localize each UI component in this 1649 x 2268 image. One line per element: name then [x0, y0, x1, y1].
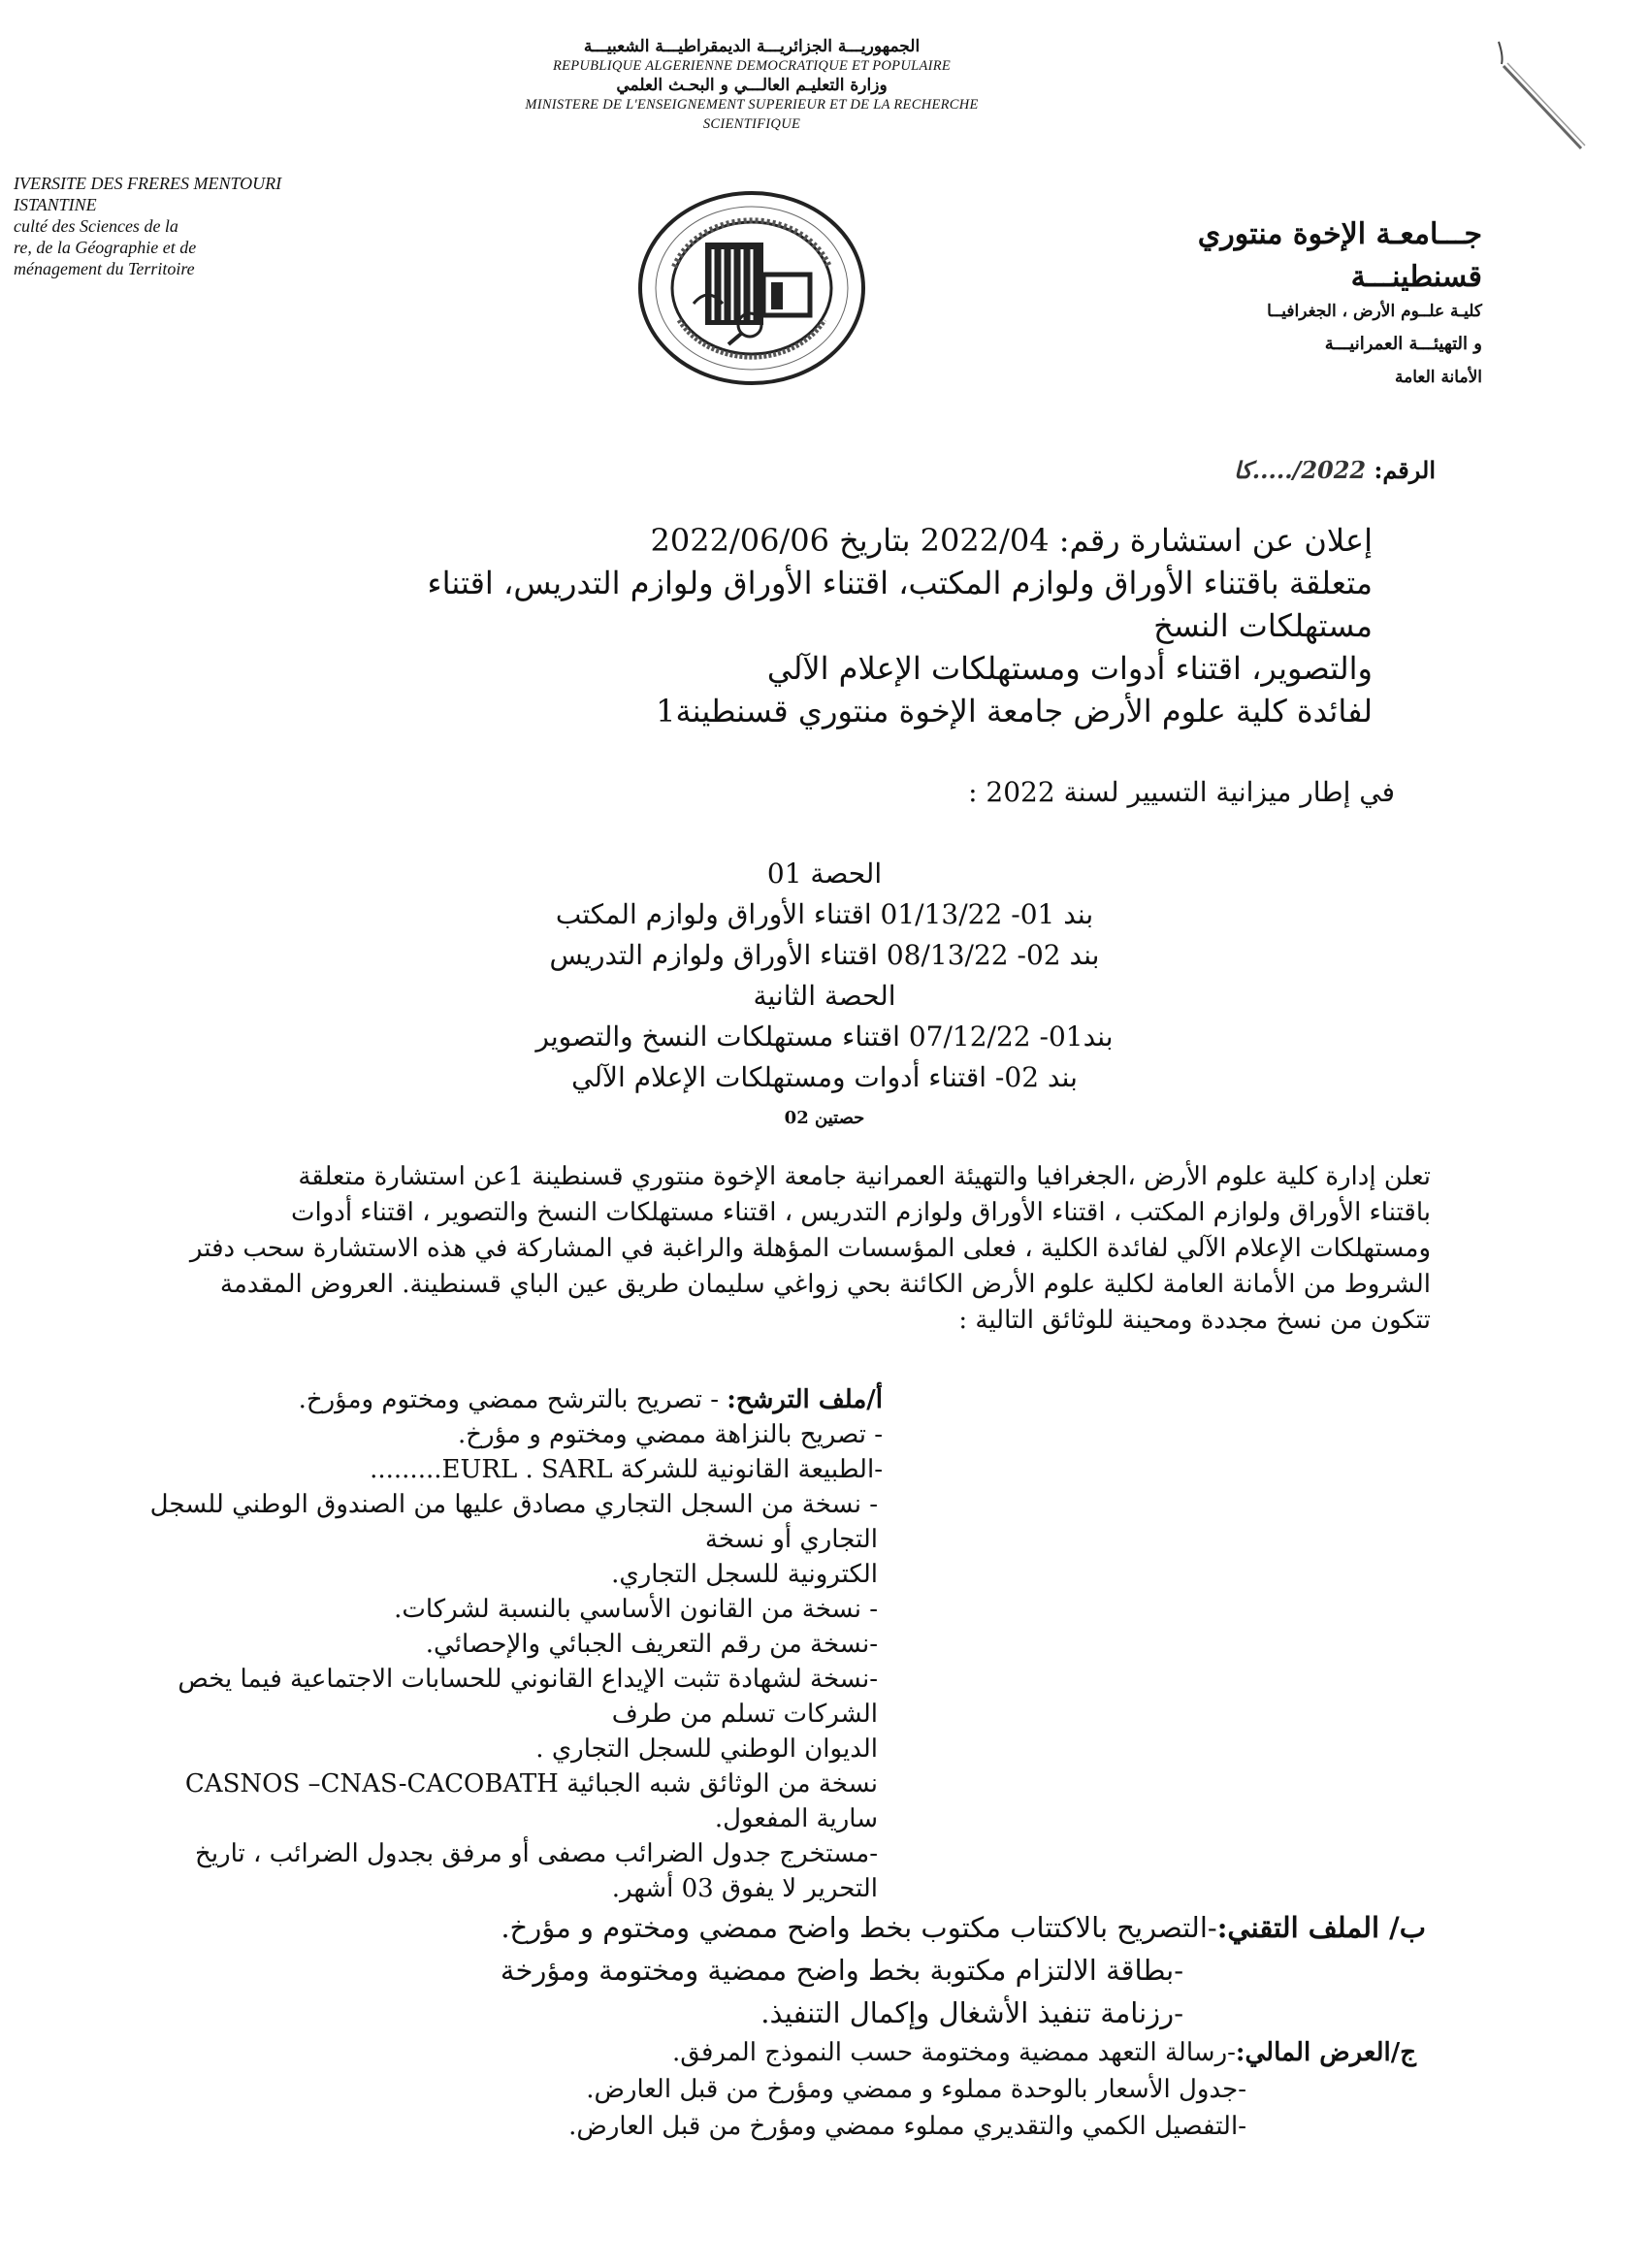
- application-item-cont: الديوان الوطني للسجل التجاري .: [535, 1734, 878, 1764]
- financial-item: -رسالة التعهد ممضية ومختومة حسب النموذج المرفق.: [672, 2038, 1236, 2067]
- technical-item: -التصريح بالاكتتاب مكتوب بخط واضح ممضي ومختوم و مؤرخ.: [501, 1911, 1217, 1944]
- financial-offer-heading: ج/العرض المالي:: [1235, 2038, 1416, 2067]
- technical-item: -رزنامة تنفيذ الأشغال وإكمال التنفيذ.: [760, 1996, 1183, 2029]
- university-name-ar: جـــامعـة الإخوة منتوري: [1197, 217, 1482, 251]
- document-header: [369, 37, 1135, 134]
- application-file-row: [116, 1382, 1426, 1417]
- application-file-heading: أ/ملف الترشح:: [727, 1385, 883, 1414]
- ministry-fr: MINISTERE DE L'ENSEIGNEMENT SUPERIEUR ET DE LA RECHERCHE: [525, 97, 979, 113]
- requirements-list: [116, 1382, 1426, 2145]
- university-fr-line: ISTANTINE: [14, 195, 97, 214]
- financial-item: -جدول الأسعار بالوحدة مملوء و ممضي ومؤرخ من قبل العارض.: [586, 2075, 1246, 2104]
- application-item: -مستخرج جدول الضرائب مصفى أو مرفق بجدول الضرائب ، تاريخ التحرير لا يفوق 03 أشهر.: [195, 1839, 878, 1903]
- application-item: - تصريح بالنزاهة ممضي ومختوم و مؤرخ.: [457, 1420, 883, 1449]
- application-item: - نسخة من القانون الأساسي بالنسبة لشركات.: [394, 1595, 878, 1624]
- body-line: تتكون من نسخ مجددة ومحينة للوثائق التالية :: [958, 1306, 1431, 1335]
- body-line: تعلن إدارة كلية علوم الأرض ،الجغرافيا والتهيئة العمرانية جامعة الإخوة منتوري قسنطينة 1عن استشارة متعلقة: [298, 1162, 1431, 1191]
- university-seal-icon: [635, 189, 868, 388]
- university-fr-line: ménagement du Territoire: [14, 259, 195, 278]
- body-line: ومستهلكات الإعلام الآلي لفائدة الكلية ، فعلى المؤسسات المؤهلة والراغبة في المشاركة في هذه الاستشارة سحب دفتر: [189, 1234, 1431, 1263]
- ministry-ar: وزارة التعليـم العالـــي و البحـث العلمي: [616, 76, 888, 95]
- lot-title: الحصة 01: [766, 858, 883, 890]
- faculty-ar-2: و التهيئـــة العمرانيـــة: [1324, 334, 1482, 354]
- university-fr-line: IVERSITE DES FRERES MENTOURI: [14, 174, 282, 193]
- budget-line: في إطار ميزانية التسيير لسنة 2022 :: [968, 776, 1395, 808]
- application-item: -نسخة من رقم التعريف الجبائي والإحصائي.: [425, 1630, 878, 1659]
- announcement-title: [306, 519, 1373, 732]
- reference-label: الرقم:: [1374, 456, 1436, 484]
- lot-item: بند 01- 01/13/22 اقتناء الأوراق ولوازم المكتب: [555, 898, 1094, 930]
- announcement-body: [131, 1159, 1431, 1339]
- ministry-fr-2: SCIENTIFIQUE: [702, 116, 801, 132]
- application-item: - تصريح بالترشح ممضي ومختوم ومؤرخ.: [298, 1385, 728, 1414]
- title-line: إعلان عن استشارة رقم: 2022/04 بتاريخ 2022/06/06: [650, 522, 1373, 559]
- reference-number: [1234, 456, 1436, 484]
- faculty-ar-1: كليـة علــوم الأرض ، الجغرافيــا: [1267, 302, 1482, 321]
- application-item: - نسخة من السجل التجاري مصادق عليها من الصندوق الوطني للسجل التجاري أو نسخة: [149, 1490, 878, 1554]
- application-item: نسخة من الوثائق شبه الجبائية CASNOS –CNAS-CACOBATH سارية المفعول.: [184, 1769, 878, 1833]
- university-ar-block: [1075, 213, 1482, 390]
- financial-item: -التفصيل الكمي والتقديري مملوء ممضي ومؤرخ من قبل العارض.: [568, 2112, 1246, 2141]
- technical-file-heading: ب/ الملف التقني:: [1216, 1911, 1426, 1944]
- lot-item: بند01- 07/12/22 اقتناء مستهلكات النسخ والتصوير: [535, 1021, 1114, 1053]
- technical-item: -بطاقة الالتزام مكتوبة بخط واضح ممضية ومختومة ومؤرخة: [500, 1954, 1183, 1987]
- university-fr-line: culté des Sciences de la: [14, 216, 178, 236]
- lot-title: الحصة الثانية: [753, 980, 896, 1012]
- secretariat-ar: الأمانة العامة: [1395, 368, 1482, 387]
- body-line: الشروط من الأمانة العامة لكلية علوم الأرض الكائنة بحي زواغي سليمان طريق عين الباي قسنطينة. العروض المقدمة: [219, 1270, 1431, 1299]
- reference-value: 2022/.....كا: [1234, 456, 1367, 484]
- title-line: لفائدة كلية علوم الأرض جامعة الإخوة منتوري قسنطينة1: [656, 693, 1373, 729]
- application-item-cont: الكترونية للسجل التجاري.: [611, 1560, 878, 1589]
- republic-fr: REPUBLIQUE ALGERIENNE DEMOCRATIQUE ET POPULAIRE: [552, 58, 952, 74]
- title-line: متعلقة باقتناء الأوراق ولوازم المكتب، اقتناء الأوراق ولوازم التدريس، اقتناء مستهلكات النسخ: [427, 565, 1373, 644]
- title-line: والتصوير، اقتناء أدوات ومستهلكات الإعلام الآلي: [766, 650, 1373, 687]
- application-item: -الطبيعة القانونية للشركة EURL . SARL.........: [370, 1455, 883, 1484]
- body-line: باقتناء الأوراق ولوازم المكتب ، اقتناء الأوراق ولوازم التدريس ، اقتناء مستهلكات النسخ والتصوير ، اقتناء أدوات: [291, 1198, 1431, 1227]
- lot-item: بند 02- اقتناء أدوات ومستهلكات الإعلام الآلي: [571, 1061, 1078, 1093]
- technical-file-row: [116, 1906, 1426, 1949]
- lot-item: بند 02- 08/13/22 اقتناء الأوراق ولوازم التدريس: [549, 939, 1100, 971]
- lots-list: [388, 854, 1261, 1139]
- lot-count: حصتين 02: [784, 1108, 865, 1128]
- university-fr-line: re, de la Géographie et de: [14, 238, 197, 257]
- university-city-ar: قسنطينـــة: [1350, 260, 1482, 294]
- university-fr-block: [14, 173, 363, 279]
- pen-mark-icon: [1484, 17, 1600, 163]
- republic-ar: الجمهوريـــة الجزائريـــة الديمقراطيـــة الشعبيـــة: [583, 37, 921, 56]
- financial-offer-row: [116, 2034, 1426, 2071]
- application-item: -نسخة لشهادة تثبت الإيداع القانوني للحسابات الاجتماعية فيما يخص الشركات تسلم من طرف: [178, 1665, 878, 1729]
